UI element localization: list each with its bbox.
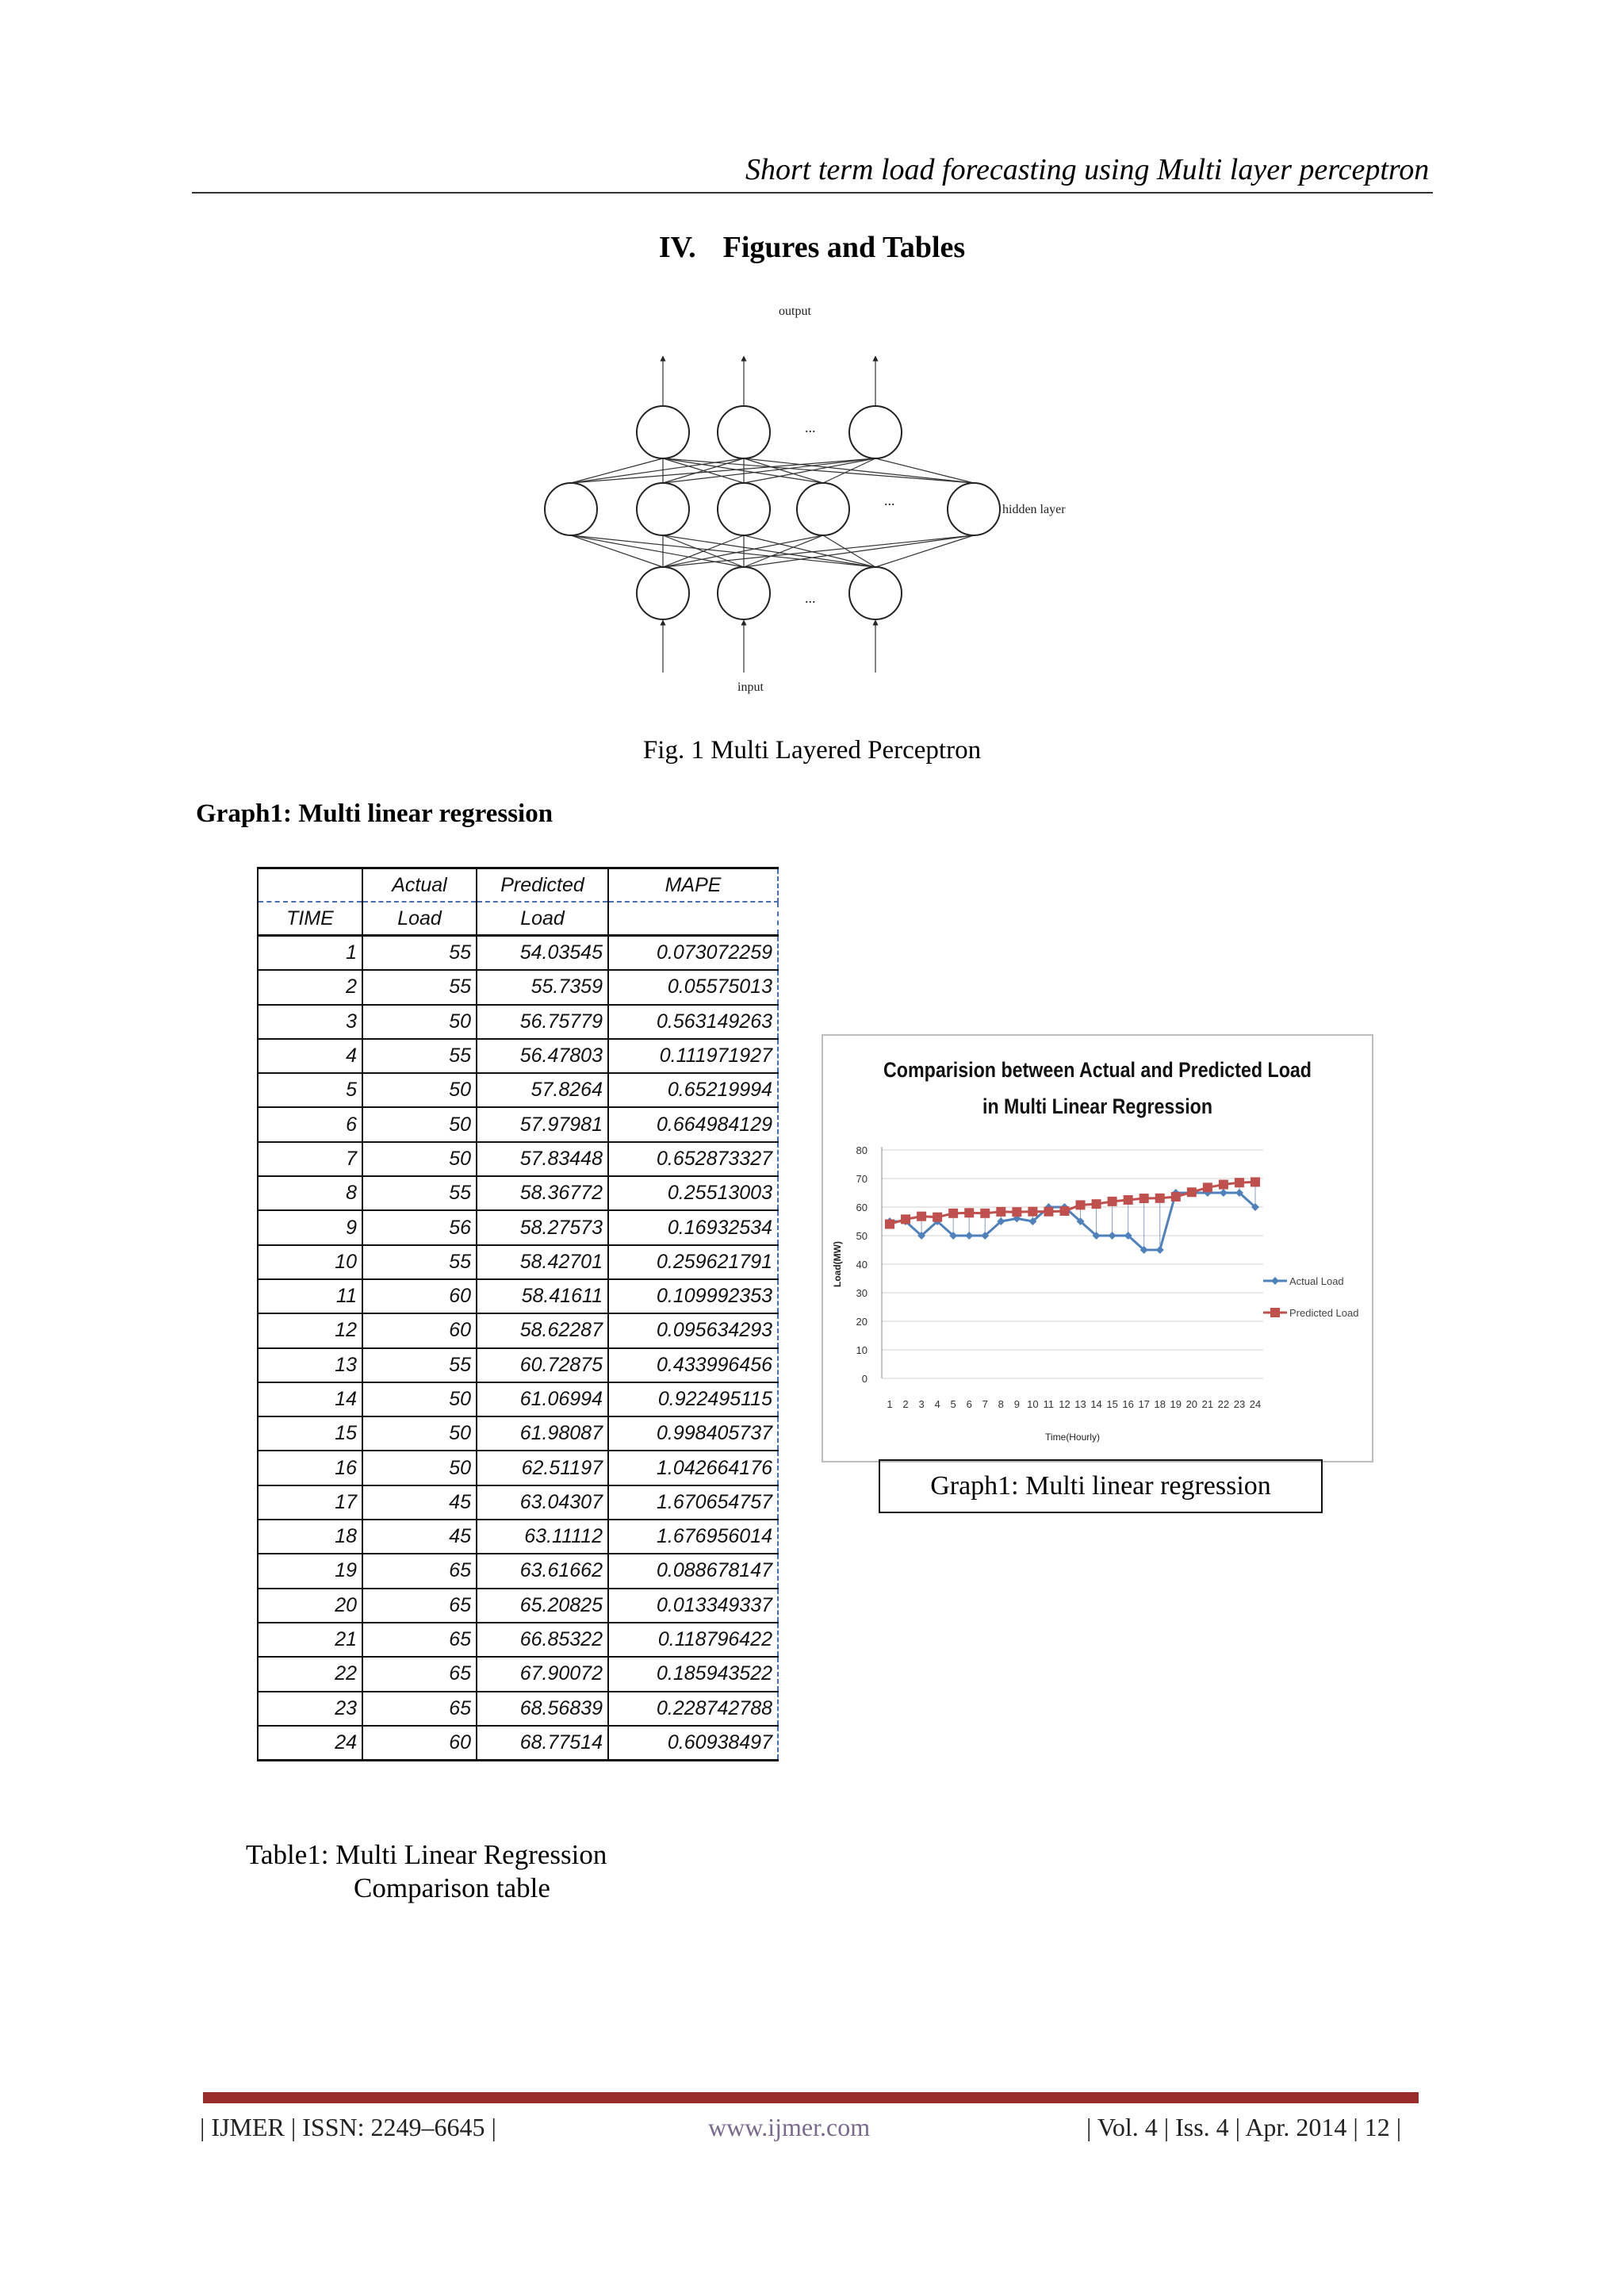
series-line-predicted xyxy=(890,1182,1255,1224)
data-point xyxy=(917,1212,926,1221)
table-cell: 56.75779 xyxy=(477,1005,608,1039)
x-tick-label: 3 xyxy=(918,1398,925,1410)
data-point xyxy=(1124,1195,1133,1205)
table-cell: 57.8264 xyxy=(477,1073,608,1107)
table-row xyxy=(258,1623,778,1657)
x-tick-label: 18 xyxy=(1154,1398,1166,1410)
table-cell: 55 xyxy=(362,970,477,1004)
table-cell: 6 xyxy=(258,1107,362,1141)
x-tick-label: 13 xyxy=(1074,1398,1086,1410)
table-row xyxy=(258,1451,778,1485)
x-tick-label: 15 xyxy=(1106,1398,1118,1410)
x-tick-label: 12 xyxy=(1059,1398,1071,1410)
table-cell: 0.111971927 xyxy=(608,1039,778,1073)
table-cell: 0.25513003 xyxy=(608,1176,778,1210)
table-cell: 0.563149263 xyxy=(608,1005,778,1039)
header-cell: MAPE xyxy=(608,868,778,903)
hidden-neuron xyxy=(545,483,597,535)
y-tick-label: 70 xyxy=(856,1173,868,1185)
table-cell: 22 xyxy=(258,1657,362,1691)
footer-website-link[interactable]: www.ijmer.com xyxy=(708,2113,871,2141)
table-cell: 7 xyxy=(258,1142,362,1176)
table-cell: 0.259621791 xyxy=(608,1245,778,1279)
running-head: Short term load forecasting using Multi layer perceptron xyxy=(745,153,1430,186)
table-cell: 3 xyxy=(258,1005,362,1039)
chart-title: Comparision between Actual and Predicted Load xyxy=(883,1058,1312,1082)
header-rule xyxy=(192,192,1433,194)
connection-line xyxy=(663,535,823,567)
header-cell: Actual xyxy=(362,868,477,903)
table-cell: 1.676956014 xyxy=(608,1520,778,1554)
table-cell: 50 xyxy=(362,1382,477,1416)
data-point xyxy=(1076,1200,1086,1209)
data-point xyxy=(1219,1180,1228,1190)
data-point xyxy=(1108,1197,1117,1206)
legend-label: Actual Load xyxy=(1289,1275,1344,1287)
table-cell: 61.98087 xyxy=(477,1416,608,1451)
x-tick-label: 6 xyxy=(966,1398,972,1410)
connection-line xyxy=(663,458,823,483)
table-row xyxy=(258,1692,778,1726)
table-row xyxy=(258,1416,778,1451)
table-row xyxy=(258,936,778,971)
table-cell: 0.16932534 xyxy=(608,1210,778,1244)
table-cell: 0.60938497 xyxy=(608,1726,778,1761)
table-cell: 0.095634293 xyxy=(608,1313,778,1347)
table-cell: 65 xyxy=(362,1554,477,1588)
table-cell: 57.83448 xyxy=(477,1142,608,1176)
table-cell: 0.922495115 xyxy=(608,1382,778,1416)
table-cell: 1.670654757 xyxy=(608,1485,778,1520)
table-cell: 61.06994 xyxy=(477,1382,608,1416)
comparison-table xyxy=(257,867,779,1761)
table-cell: 24 xyxy=(258,1726,362,1761)
x-tick-label: 16 xyxy=(1122,1398,1134,1410)
connection-line xyxy=(571,535,744,567)
legend-marker xyxy=(1271,1277,1279,1285)
data-point xyxy=(1220,1189,1228,1197)
table-row xyxy=(258,1279,778,1313)
x-tick-label: 10 xyxy=(1027,1398,1039,1410)
series-line-actual xyxy=(890,1193,1255,1250)
table-cell: 23 xyxy=(258,1692,362,1726)
y-tick-label: 20 xyxy=(856,1316,868,1328)
table-row xyxy=(258,1142,778,1176)
x-tick-label: 24 xyxy=(1249,1398,1262,1410)
table-cell: 11 xyxy=(258,1279,362,1313)
header-cell: Predicted xyxy=(477,868,608,903)
data-point xyxy=(1156,1246,1164,1254)
data-point xyxy=(1187,1187,1197,1197)
x-tick-label: 11 xyxy=(1043,1398,1055,1410)
hidden-neuron xyxy=(797,483,849,535)
output-label: output xyxy=(779,305,811,318)
table-row xyxy=(258,1107,778,1141)
table-cell: 10 xyxy=(258,1245,362,1279)
data-point xyxy=(965,1232,973,1240)
x-tick-label: 19 xyxy=(1170,1398,1182,1410)
table-row xyxy=(258,1313,778,1347)
data-point xyxy=(1044,1207,1053,1217)
ellipsis-output: ... xyxy=(805,420,816,435)
table-cell: 9 xyxy=(258,1210,362,1244)
data-point xyxy=(1203,1182,1212,1192)
table-cell: 0.013349337 xyxy=(608,1589,778,1623)
data-point xyxy=(901,1214,910,1224)
table-cell: 0.433996456 xyxy=(608,1348,778,1382)
table-cell: 45 xyxy=(362,1520,477,1554)
table-cell: 55 xyxy=(362,1348,477,1382)
table-row xyxy=(258,1176,778,1210)
table-cell: 67.90072 xyxy=(477,1657,608,1691)
table-cell: 62.51197 xyxy=(477,1451,608,1485)
table-cell: 55 xyxy=(362,936,477,971)
table-cell: 20 xyxy=(258,1589,362,1623)
input-neuron xyxy=(849,567,902,619)
table-cell: 54.03545 xyxy=(477,936,608,971)
table-cell: 55 xyxy=(362,1039,477,1073)
x-tick-label: 23 xyxy=(1233,1398,1246,1410)
table-cell: 8 xyxy=(258,1176,362,1210)
table-caption-line2: Comparison table xyxy=(354,1872,550,1903)
table-cell: 19 xyxy=(258,1554,362,1588)
y-tick-label: 50 xyxy=(856,1230,868,1242)
y-tick-label: 80 xyxy=(856,1144,868,1156)
table-cell: 50 xyxy=(362,1416,477,1451)
connection-line xyxy=(663,458,875,483)
footer-rule xyxy=(203,2092,1419,2103)
table-row xyxy=(258,1073,778,1107)
table-cell: 14 xyxy=(258,1382,362,1416)
table-cell: 57.97981 xyxy=(477,1107,608,1141)
table-cell: 21 xyxy=(258,1623,362,1657)
y-axis-label: Load(MW) xyxy=(832,1241,843,1287)
x-tick-label: 22 xyxy=(1217,1398,1230,1410)
x-tick-label: 2 xyxy=(902,1398,909,1410)
header-cell: Load xyxy=(362,902,477,936)
table-cell: 1.042664176 xyxy=(608,1451,778,1485)
data-point xyxy=(933,1213,942,1222)
line-chart xyxy=(823,1036,1372,1461)
table-cell: 0.109992353 xyxy=(608,1279,778,1313)
input-neuron xyxy=(718,567,770,619)
table-cell: 65 xyxy=(362,1589,477,1623)
output-neuron xyxy=(637,406,689,458)
data-point xyxy=(885,1219,894,1228)
table-row xyxy=(258,1589,778,1623)
table-cell: 50 xyxy=(362,1073,477,1107)
data-point xyxy=(1028,1207,1037,1217)
x-tick-label: 21 xyxy=(1201,1398,1214,1410)
output-neuron xyxy=(718,406,770,458)
graph-label: Graph1: Multi linear regression xyxy=(879,1459,1323,1513)
table-cell: 65 xyxy=(362,1692,477,1726)
x-tick-label: 20 xyxy=(1185,1398,1198,1410)
table-cell: 0.185943522 xyxy=(608,1657,778,1691)
table-cell: 60.72875 xyxy=(477,1348,608,1382)
table-cell: 58.62287 xyxy=(477,1313,608,1347)
y-tick-label: 60 xyxy=(856,1202,868,1213)
connection-line xyxy=(744,535,974,567)
input-neuron xyxy=(637,567,689,619)
data-point xyxy=(1092,1199,1101,1209)
graph-heading: Graph1: Multi linear regression xyxy=(196,799,553,828)
header-cell: Load xyxy=(477,902,608,936)
x-tick-label: 8 xyxy=(998,1398,1004,1410)
data-point xyxy=(948,1209,958,1218)
connection-line xyxy=(663,458,974,483)
table-cell: 1 xyxy=(258,936,362,971)
y-tick-label: 40 xyxy=(856,1259,868,1271)
table-cell: 55.7359 xyxy=(477,970,608,1004)
header-cell xyxy=(258,868,362,903)
table-cell: 0.088678147 xyxy=(608,1554,778,1588)
table-cell: 65 xyxy=(362,1623,477,1657)
table-cell: 68.77514 xyxy=(477,1726,608,1761)
x-tick-label: 5 xyxy=(950,1398,956,1410)
connection-line xyxy=(663,535,875,567)
legend-marker xyxy=(1270,1308,1280,1317)
x-tick-label: 9 xyxy=(1013,1398,1020,1410)
chart-container xyxy=(822,1034,1373,1462)
table-cell: 65 xyxy=(362,1657,477,1691)
section-title xyxy=(0,230,1624,265)
hidden-layer-label: hidden layer xyxy=(1002,503,1066,516)
data-point xyxy=(1251,1177,1260,1186)
section-title-text: Figures and Tables xyxy=(722,231,966,264)
table-cell: 60 xyxy=(362,1726,477,1761)
table-header-row xyxy=(258,868,778,903)
table-cell: 66.85322 xyxy=(477,1623,608,1657)
table-cell: 0.998405737 xyxy=(608,1416,778,1451)
y-tick-label: 30 xyxy=(856,1287,868,1299)
header-cell xyxy=(608,902,778,936)
data-point xyxy=(1059,1206,1069,1216)
y-tick-label: 10 xyxy=(856,1344,868,1356)
footer-journal: | IJMER | ISSN: 2249–6645 | xyxy=(200,2113,496,2141)
data-point xyxy=(996,1207,1005,1217)
table-cell: 15 xyxy=(258,1416,362,1451)
table-cell: 68.56839 xyxy=(477,1692,608,1726)
table-row xyxy=(258,1554,778,1588)
output-neuron xyxy=(849,406,902,458)
table-row xyxy=(258,1348,778,1382)
data-point xyxy=(1109,1232,1116,1240)
table-row xyxy=(258,1005,778,1039)
chart-title: in Multi Linear Regression xyxy=(982,1094,1212,1118)
legend-label: Predicted Load xyxy=(1289,1307,1359,1319)
data-point xyxy=(980,1209,990,1218)
hidden-neuron xyxy=(718,483,770,535)
input-label: input xyxy=(737,680,764,694)
table-cell: 16 xyxy=(258,1451,362,1485)
table-cell: 13 xyxy=(258,1348,362,1382)
x-tick-label: 17 xyxy=(1138,1398,1150,1410)
y-tick-label: 0 xyxy=(861,1373,868,1385)
table-row xyxy=(258,1210,778,1244)
hidden-neuron xyxy=(637,483,689,535)
table-row xyxy=(258,1039,778,1073)
figure-caption: Fig. 1 Multi Layered Perceptron xyxy=(642,736,982,765)
table-cell: 50 xyxy=(362,1451,477,1485)
table-cell: 50 xyxy=(362,1142,477,1176)
x-tick-label: 7 xyxy=(982,1398,988,1410)
ellipsis-input: ... xyxy=(805,590,816,606)
data-point xyxy=(1155,1194,1165,1203)
table-cell: 56.47803 xyxy=(477,1039,608,1073)
table-row xyxy=(258,1485,778,1520)
table-cell: 63.61662 xyxy=(477,1554,608,1588)
table-cell: 18 xyxy=(258,1520,362,1554)
data-point xyxy=(1235,1178,1244,1187)
table-cell: 50 xyxy=(362,1107,477,1141)
table-cell: 45 xyxy=(362,1485,477,1520)
connection-line xyxy=(663,535,974,567)
table-cell: 5 xyxy=(258,1073,362,1107)
section-number: IV. xyxy=(658,231,696,264)
footer-volume: | Vol. 4 | Iss. 4 | Apr. 2014 | 12 | xyxy=(1086,2113,1402,2141)
table-cell: 0.664984129 xyxy=(608,1107,778,1141)
table-row xyxy=(258,1520,778,1554)
table-cell: 12 xyxy=(258,1313,362,1347)
hidden-neuron xyxy=(948,483,1000,535)
table-cell: 58.27573 xyxy=(477,1210,608,1244)
x-axis-label: Time(Hourly) xyxy=(1045,1432,1100,1443)
table-cell: 2 xyxy=(258,970,362,1004)
table-cell: 17 xyxy=(258,1485,362,1520)
table-cell: 55 xyxy=(362,1176,477,1210)
table-header-row xyxy=(258,902,778,936)
table-row xyxy=(258,1382,778,1416)
table-cell: 58.36772 xyxy=(477,1176,608,1210)
table-row xyxy=(258,1726,778,1761)
table-row xyxy=(258,970,778,1004)
data-point xyxy=(1139,1194,1149,1203)
table-caption-line1: Table1: Multi Linear Regression xyxy=(246,1839,607,1870)
table-row xyxy=(258,1245,778,1279)
table-cell: 63.11112 xyxy=(477,1520,608,1554)
table-cell: 0.228742788 xyxy=(608,1692,778,1726)
table-cell: 60 xyxy=(362,1279,477,1313)
data-point xyxy=(1012,1207,1021,1217)
mlp-diagram xyxy=(531,293,1118,706)
data-point xyxy=(964,1208,974,1217)
table-cell: 56 xyxy=(362,1210,477,1244)
x-tick-label: 4 xyxy=(934,1398,940,1410)
table-cell: 0.073072259 xyxy=(608,936,778,971)
table-cell: 63.04307 xyxy=(477,1485,608,1520)
table-cell: 4 xyxy=(258,1039,362,1073)
table-cell: 0.65219994 xyxy=(608,1073,778,1107)
table-cell: 0.652873327 xyxy=(608,1142,778,1176)
table-cell: 55 xyxy=(362,1245,477,1279)
table-row xyxy=(258,1657,778,1691)
table-caption xyxy=(246,1838,607,1905)
table-cell: 65.20825 xyxy=(477,1589,608,1623)
table-cell: 0.05575013 xyxy=(608,970,778,1004)
connection-line xyxy=(744,458,974,483)
table-cell: 58.41611 xyxy=(477,1279,608,1313)
data-point xyxy=(1171,1192,1181,1202)
ellipsis-hidden: ... xyxy=(884,493,895,508)
table-cell: 50 xyxy=(362,1005,477,1039)
table-cell: 0.118796422 xyxy=(608,1623,778,1657)
x-tick-label: 1 xyxy=(887,1398,893,1410)
table-cell: 60 xyxy=(362,1313,477,1347)
header-cell: TIME xyxy=(258,902,362,936)
table-cell: 58.42701 xyxy=(477,1245,608,1279)
x-tick-label: 14 xyxy=(1090,1398,1102,1410)
